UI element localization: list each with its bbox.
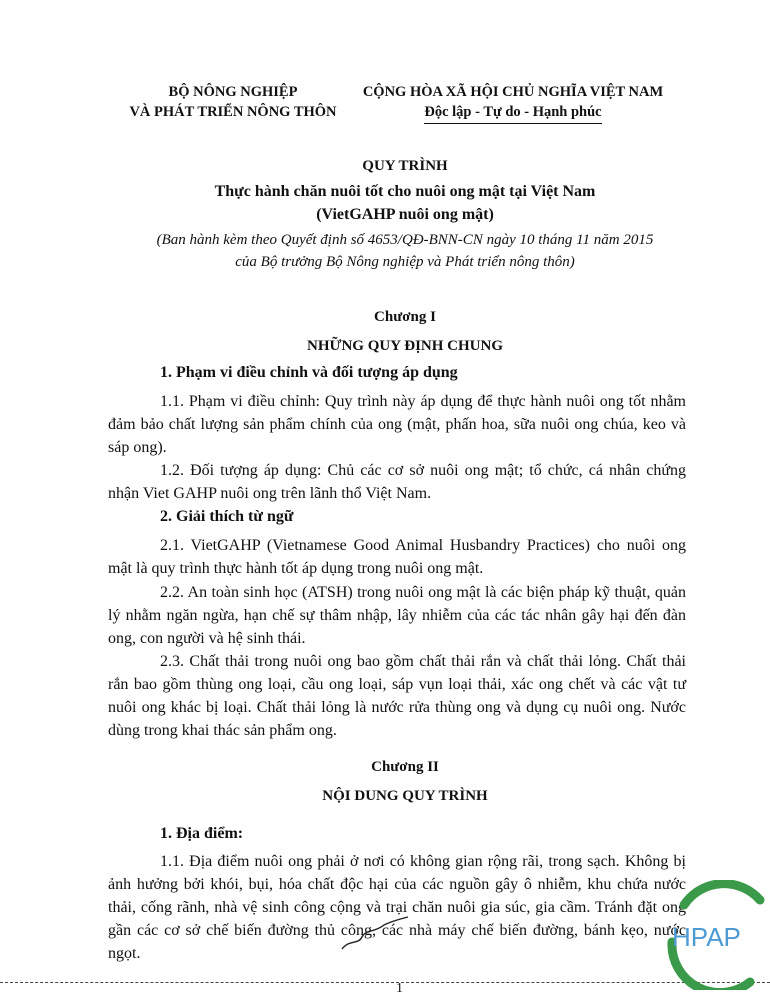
section2-heading: 2. Giải thích từ ngữ <box>160 508 294 525</box>
chapter2-label: Chương II <box>371 759 439 775</box>
paragraph-1-2: 1.2. Đối tượng áp dụng: Chủ các cơ sở nuôi ong mật; tổ chức, cá nhân chứng nhận Viet GAHP nuôi ong trên lãnh thổ Việt Nam. <box>108 462 686 502</box>
ministry-name-line1: BỘ NÔNG NGHIỆP <box>168 84 298 100</box>
footer-divider <box>0 982 770 983</box>
handwritten-mark-icon <box>340 915 410 955</box>
logo-text: HPAP <box>672 922 741 952</box>
paragraph-2-2: 2.2. An toàn sinh học (ATSH) trong nuôi ong mật là các biện pháp kỹ thuật, quản lý nhằm ngăn ngừa, hạn chế sự thâm nhập, lây nhiễm của các tác nhân gây hại đến đàn ong, con người và hệ sinh thái. <box>108 584 686 647</box>
country-name: CỘNG HÒA XÃ HỘI CHỦ NGHĨA VIỆT NAM <box>362 84 664 100</box>
document-type: QUY TRÌNH <box>362 158 448 174</box>
paragraph-2-3: 2.3. Chất thải trong nuôi ong bao gồm chất thải rắn và chất thải lỏng. Chất thải rắn bao gồm thùng ong loại, cầu ong loại, sáp vụn loại thải, xác ong chết và các vật tư nuôi ong khác bị loại. Chất thải lỏng là nước rửa thùng ong và dụng cụ nuôi ong. Nước dùng trong khai thác sản phẩm ong. <box>108 653 686 739</box>
hpap-logo <box>664 880 770 990</box>
document-title-line1: Thực hành chăn nuôi tốt cho nuôi ong mật tại Việt Nam <box>214 183 596 200</box>
document-title-line2: (VietGAHP nuôi ong mật) <box>316 206 494 223</box>
issuance-note-line1: (Ban hành kèm theo Quyết định số 4653/QĐ-BNN-CN ngày 10 tháng 11 năm 2015 <box>156 232 654 248</box>
chapter2-title: NỘI DUNG QUY TRÌNH <box>322 788 488 804</box>
ministry-header <box>108 82 358 122</box>
paragraph-2-1: 2.1. VietGAHP (Vietnamese Good Animal Husbandry Practices) cho nuôi ong mật là quy trình thực hành tốt áp dụng trong nuôi ong mật. <box>108 537 686 577</box>
document-title <box>80 180 730 226</box>
paragraph-1-1: 1.1. Phạm vi điều chỉnh: Quy trình này áp dụng để thực hành nuôi ong tốt nhằm đảm bảo chất lượng sản phẩm chính của ong (mật, phấn hoa, sữa nuôi ong chúa, keo và sáp ong). <box>108 393 686 456</box>
issuance-note <box>80 229 730 273</box>
chapter2-section1-heading: 1. Địa điểm: <box>160 825 244 842</box>
chapter1-label: Chương I <box>374 309 436 325</box>
national-motto: Độc lập - Tự do - Hạnh phúc <box>424 102 601 124</box>
page-number: 1 <box>396 981 403 996</box>
paragraph-ch2-1-1: 1.1. Địa điểm nuôi ong phải ở nơi có không gian rộng rãi, trong sạch. Không bị ảnh hưởng bởi khói, bụi, hóa chất độc hại của các nguồn gây ô nhiễm, khu chứa nước thải, cống rãnh, nhà vệ sinh công cộng và trại chăn nuôi gia súc, gia cầm. Tránh đặt ong gần các cơ sở chế biến đường thủ công, các nhà máy chế biến đường, bánh kẹo, nước ngọt. <box>108 853 686 962</box>
issuance-note-line2: của Bộ trưởng Bộ Nông nghiệp và Phát triển nông thôn) <box>235 254 575 270</box>
ministry-name-line2: VÀ PHÁT TRIỂN NÔNG THÔN <box>129 104 337 120</box>
section1-heading: 1. Phạm vi điều chỉnh và đối tượng áp dụng <box>160 364 458 381</box>
national-header <box>338 82 688 124</box>
chapter1-title: NHỮNG QUY ĐỊNH CHUNG <box>307 338 503 354</box>
